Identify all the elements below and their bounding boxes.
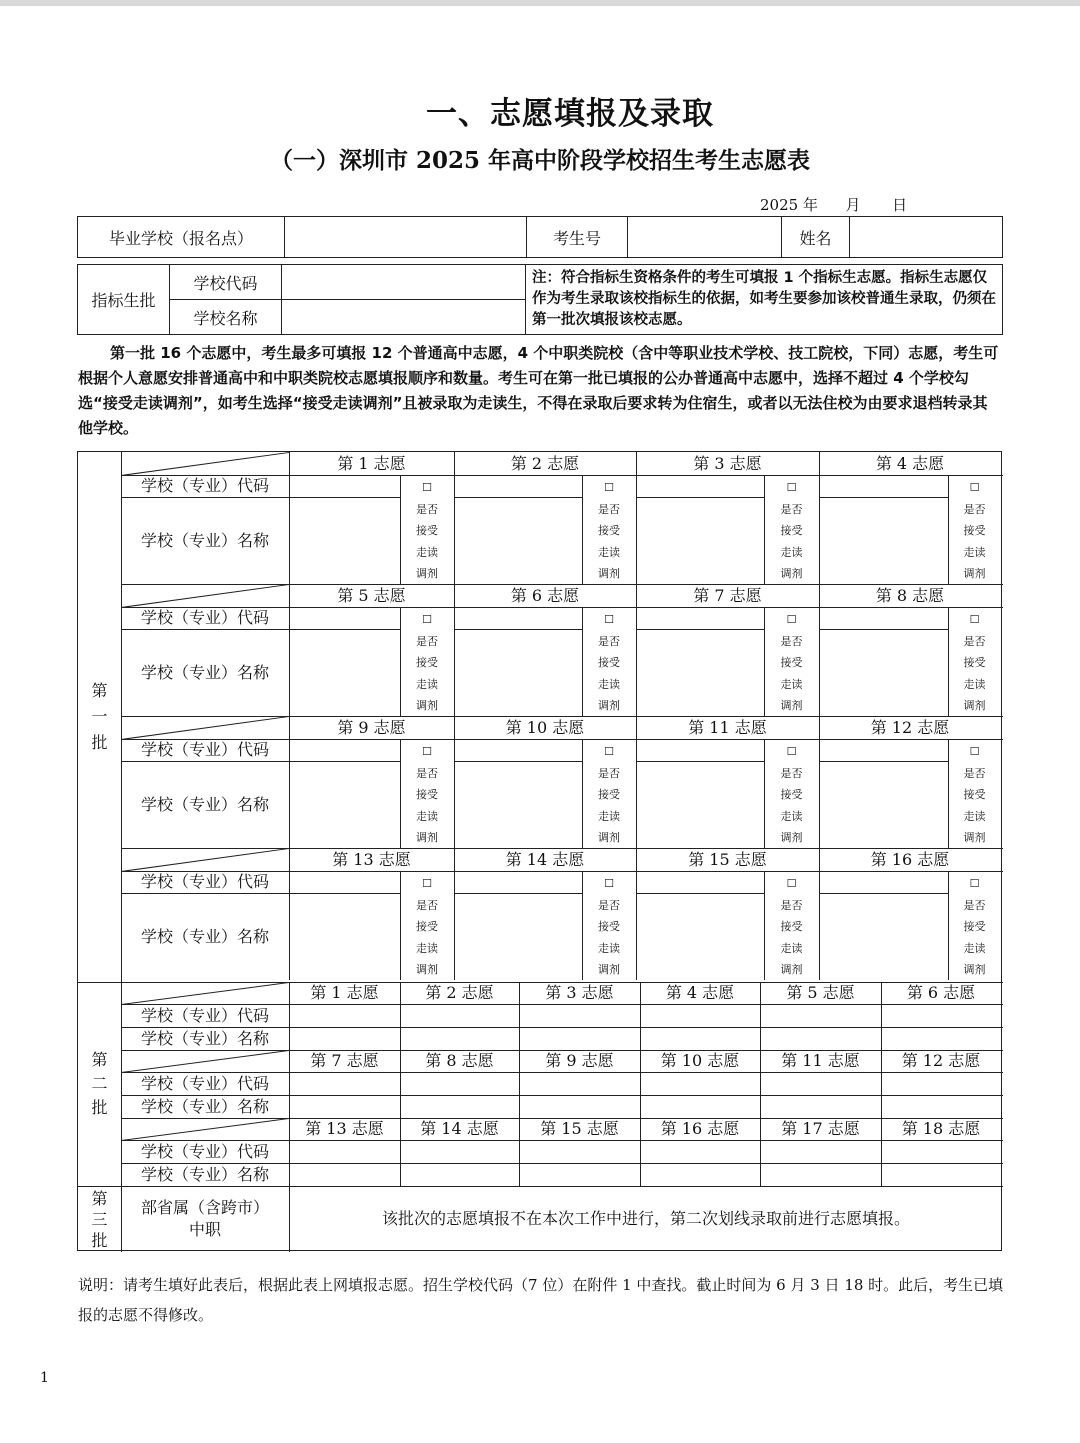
choice-header: 第 14 志愿 [420,1119,499,1138]
name-row-label: 学校（专业）名称 [140,663,269,682]
date-line [760,194,907,215]
choice-header: 第 2 志愿 [510,454,580,473]
code-input[interactable] [881,1140,1001,1163]
applicant-info-table [77,216,1003,258]
grid-line [948,739,949,848]
choice-header: 第 6 志愿 [510,586,580,605]
batch3-label-char: 批 [91,1230,108,1250]
code-input[interactable] [519,1140,640,1163]
code-row-label: 学校（专业）代码 [140,1074,269,1093]
name-row-label: 学校（专业）名称 [140,1165,269,1184]
name-input[interactable] [289,1095,400,1118]
checkbox-icon[interactable]: ☐ [786,481,797,494]
checkbox-label: 调剂 [416,963,438,976]
choice-header: 第 3 志愿 [693,454,762,473]
batch1-label-char: 第 [91,681,108,700]
checkbox-label: 接受 [598,920,620,933]
checkbox-label: 调剂 [598,963,620,976]
checkbox-label: 是否 [963,766,986,780]
choice-header: 第 4 志愿 [875,454,945,473]
checkbox-label: 接受 [963,788,986,801]
grid-line [289,761,400,762]
name-input[interactable] [881,1027,1001,1050]
grid-line [764,739,765,848]
checkbox-label: 调剂 [598,699,620,712]
checkbox-label: 走读 [963,941,986,955]
checkbox-icon[interactable]: ☐ [969,745,980,758]
checkbox-label: 走读 [780,545,803,559]
name-label: 姓名 [782,217,850,258]
batch1-label-char: 一 [91,707,108,726]
choice-header: 第 12 志愿 [901,1051,981,1070]
batch2-label-char: 第 [91,1050,108,1069]
school-input[interactable] [285,217,527,258]
choice-header: 第 13 志愿 [332,850,411,869]
checkbox-icon[interactable]: ☐ [422,481,432,494]
checkbox-icon[interactable]: ☐ [969,481,980,494]
name-input[interactable] [519,1095,640,1118]
grid-line [582,475,583,584]
date-day: 日 [892,196,908,214]
name-input[interactable] [881,1163,1001,1186]
accept-commute-checkbox[interactable] [407,741,447,849]
date-year: 2025 年 [760,196,818,214]
checkbox-label: 接受 [416,788,438,801]
code-input[interactable] [289,1140,400,1163]
quota-code-input[interactable] [282,265,526,300]
grid-line [948,871,949,980]
code-input[interactable] [640,1072,760,1095]
code-row-label: 学校（专业）代码 [140,608,269,627]
grid-line [454,629,582,630]
choice-header: 第 9 志愿 [337,718,406,737]
accept-commute-checkbox[interactable] [589,609,629,717]
code-input[interactable] [400,1072,519,1095]
grid-line [400,871,401,980]
checkbox-label: 是否 [416,898,438,912]
quota-name-input[interactable] [282,300,526,335]
choice-header: 第 2 志愿 [425,983,494,1002]
name-row-label: 学校（专业）名称 [140,531,269,550]
diagonal-line [121,584,289,608]
name-input[interactable] [400,1095,519,1118]
checkbox-label: 调剂 [963,963,986,976]
code-input[interactable] [519,1004,640,1027]
code-input[interactable] [400,1140,519,1163]
batch3-label [78,1186,121,1252]
checkbox-label: 调剂 [780,831,803,844]
batch3-category-line: 部省属（含跨市） [140,1198,269,1217]
form-subtitle: （一）深圳市 2025 年高中阶段学校招生考生志愿表 [269,147,811,174]
accept-commute-checkbox[interactable] [772,609,812,717]
name-input[interactable] [519,1163,640,1186]
checkbox-label: 走读 [780,941,803,955]
checkbox-label: 走读 [963,809,986,823]
batch3-label-char: 第 [91,1188,108,1208]
grid-line [636,761,764,762]
name-input[interactable] [289,1027,400,1050]
checkbox-label: 走读 [780,677,803,691]
code-input[interactable] [760,1140,881,1163]
school-label: 毕业学校（报名点） [78,217,285,258]
diagonal-line [121,982,289,1005]
checkbox-label: 调剂 [416,699,438,712]
checkbox-label: 接受 [780,656,803,669]
code-input[interactable] [881,1004,1001,1027]
batch1-label-char: 批 [91,733,108,752]
choice-header: 第 4 志愿 [665,983,735,1002]
grid-line [289,452,290,584]
grid-line [819,629,948,630]
checkbox-label: 调剂 [963,567,986,580]
name-input[interactable] [640,1163,760,1186]
grid-line [454,497,582,498]
choice-header: 第 16 志愿 [660,1119,740,1138]
checkbox-icon[interactable]: ☐ [604,613,614,626]
grid-line [819,893,948,894]
checkbox-icon[interactable]: ☐ [604,481,614,494]
choice-header: 第 17 志愿 [781,1119,860,1138]
name-row-label: 学校（专业）名称 [140,1097,269,1116]
choice-header: 第 16 志愿 [870,850,950,869]
checkbox-label: 走读 [598,545,620,559]
choice-header: 第 15 志愿 [688,850,767,869]
grid-line [819,497,948,498]
name-input[interactable] [289,1163,400,1186]
code-row-label: 学校（专业）代码 [140,872,269,891]
checkbox-label: 是否 [416,502,438,516]
choice-header: 第 7 志愿 [693,586,762,605]
checkbox-label: 是否 [963,502,986,516]
code-input[interactable] [289,1004,400,1027]
checkbox-label: 走读 [963,545,986,559]
quota-label: 指标生批 [78,265,170,335]
choice-header: 第 13 志愿 [305,1119,384,1138]
code-input[interactable] [760,1072,881,1095]
grid-line [454,893,582,894]
checkbox-label: 接受 [780,920,803,933]
choice-header: 第 9 志愿 [545,1051,614,1070]
batch2-label-char: 批 [91,1098,108,1117]
checkbox-label: 走读 [416,809,438,823]
checkbox-label: 接受 [963,920,986,933]
checkbox-icon[interactable]: ☐ [422,613,432,626]
grid-line [636,497,764,498]
checkbox-icon[interactable]: ☐ [786,745,797,758]
batch3-category-line: 中职 [188,1220,221,1239]
accept-commute-checkbox[interactable] [589,741,629,849]
grid-line [289,716,290,848]
name-input[interactable] [400,1163,519,1186]
accept-commute-checkbox[interactable] [955,741,995,849]
checkbox-icon[interactable]: ☐ [786,613,797,626]
date-month: 月 [845,196,861,214]
checkbox-label: 是否 [780,634,803,648]
name-input[interactable] [519,1027,640,1050]
name-row-label: 学校（专业）名称 [140,927,269,946]
checkbox-label: 调剂 [598,567,620,580]
quota-note: 注：符合指标生资格条件的考生可填报 1 个指标生志愿。指标生志愿仅作为考生录取该校指标生的依据，如考生要参加该校普通生录取，仍须在第一批次填报该校志愿。 [526,265,1003,335]
grid-line [764,475,765,584]
checkbox-label: 是否 [598,766,620,780]
name-input[interactable] [850,217,1003,258]
checkbox-icon[interactable]: ☐ [969,877,980,890]
code-row-label: 学校（专业）代码 [140,476,269,495]
checkbox-label: 调剂 [416,567,438,580]
grid-line [819,761,948,762]
checkbox-label: 走读 [780,809,803,823]
checkbox-label: 是否 [780,898,803,912]
choice-header: 第 12 志愿 [870,718,950,737]
checkbox-label: 接受 [416,656,438,669]
diagonal-line [121,848,289,872]
grid-line [400,475,401,584]
choice-header: 第 10 志愿 [660,1051,740,1070]
code-row-label: 学校（专业）代码 [140,1006,269,1025]
code-input[interactable] [640,1004,760,1027]
exam-no-input[interactable] [628,217,782,258]
checkbox-label: 走读 [598,677,620,691]
choice-header: 第 8 志愿 [425,1051,494,1070]
name-row-label: 学校（专业）名称 [140,795,269,814]
code-row-label: 学校（专业）代码 [140,740,269,759]
checkbox-label: 接受 [416,524,438,537]
code-input[interactable] [519,1072,640,1095]
batch2-label [78,982,121,1186]
checkbox-icon[interactable]: ☐ [604,745,614,758]
batch3-text: 该批次的志愿填报不在本次工作中进行，第二次划线录取前进行志愿填报。 [381,1209,910,1228]
quota-table [77,264,1003,335]
code-input[interactable] [400,1004,519,1027]
checkbox-label: 接受 [416,920,438,933]
choice-header: 第 1 志愿 [337,454,406,473]
grid-line [121,452,122,982]
grid-line [289,1050,290,1118]
grid-line [636,893,764,894]
choice-header: 第 3 志愿 [545,983,614,1002]
choice-header: 第 6 志愿 [906,983,976,1002]
name-input[interactable] [400,1027,519,1050]
accept-commute-checkbox[interactable] [955,873,995,981]
batch2-label-char: 二 [91,1074,108,1093]
checkbox-label: 接受 [780,524,803,537]
checkbox-label: 是否 [598,502,620,516]
choice-header: 第 10 志愿 [505,718,585,737]
grid-line [289,497,400,498]
diagonal-line [121,716,289,740]
accept-commute-checkbox[interactable] [772,477,812,585]
name-input[interactable] [640,1095,760,1118]
grid-line [289,848,290,980]
top-bar [0,0,1080,6]
accept-commute-checkbox[interactable] [589,873,629,981]
page-number: 1 [40,1370,49,1386]
name-input[interactable] [640,1027,760,1050]
name-input[interactable] [760,1027,881,1050]
choice-header: 第 7 志愿 [310,1051,379,1070]
diagonal-line [121,1050,289,1073]
diagonal-line [121,452,289,476]
checkbox-label: 走读 [416,677,438,691]
choice-header: 第 14 志愿 [505,850,585,869]
choice-header: 第 11 志愿 [781,1051,860,1070]
page-title: 一、志愿填报及录取 [426,96,714,132]
checkbox-icon[interactable]: ☐ [422,877,432,890]
checkbox-label: 接受 [780,788,803,801]
choices-table [77,451,1002,1251]
quota-name-label: 学校名称 [170,300,282,335]
grid-line [289,584,290,716]
grid-line [289,893,400,894]
checkbox-label: 是否 [963,634,986,648]
code-row-label: 学校（专业）代码 [140,1142,269,1161]
checkbox-label: 是否 [780,502,803,516]
checkbox-label: 是否 [598,634,620,648]
checkbox-label: 是否 [416,766,438,780]
accept-commute-checkbox[interactable] [955,477,995,585]
grid-line [289,982,290,1050]
checkbox-label: 走读 [416,545,438,559]
quota-code-label: 学校代码 [170,265,282,300]
footer-note: 说明：请考生填好此表后，根据此表上网填报志愿。招生学校代码（7 位）在附件 1 中查找。截止时间为 6 月 3 日 18 时。此后，考生已填报的志愿不得修改。 [78,1276,1004,1324]
choice-header: 第 18 志愿 [901,1119,981,1138]
checkbox-icon[interactable]: ☐ [786,877,797,890]
grid-line [636,629,764,630]
choice-header: 第 5 志愿 [337,586,406,605]
batch3-category [121,1186,289,1252]
grid-line [582,739,583,848]
checkbox-label: 调剂 [780,699,803,712]
checkbox-label: 接受 [598,788,620,801]
grid-line [400,739,401,848]
accept-commute-checkbox[interactable] [772,873,812,981]
checkbox-label: 调剂 [963,699,986,712]
checkbox-icon[interactable]: ☐ [422,745,432,758]
grid-line [289,629,400,630]
checkbox-label: 是否 [780,766,803,780]
accept-commute-checkbox[interactable] [589,477,629,585]
grid-line [454,761,582,762]
checkbox-label: 调剂 [780,963,803,976]
checkbox-label: 是否 [963,898,986,912]
diagonal-line [121,1118,289,1141]
checkbox-label: 接受 [598,656,620,669]
code-input[interactable] [760,1004,881,1027]
choice-header: 第 5 志愿 [786,983,855,1002]
checkbox-label: 走读 [598,941,620,955]
checkbox-label: 调剂 [963,831,986,844]
batch3-label-char: 三 [91,1209,108,1229]
accept-commute-checkbox[interactable] [407,609,447,717]
checkbox-label: 走读 [598,809,620,823]
code-input[interactable] [881,1072,1001,1095]
checkbox-label: 接受 [963,656,986,669]
grid-line [948,475,949,584]
grid-line [764,871,765,980]
checkbox-label: 是否 [598,898,620,912]
checkbox-label: 接受 [598,524,620,537]
checkbox-icon[interactable]: ☐ [969,613,980,626]
checkbox-label: 调剂 [416,831,438,844]
choice-header: 第 15 志愿 [540,1119,619,1138]
grid-line [289,1118,290,1186]
grid-line [400,607,401,716]
accept-commute-checkbox[interactable] [772,741,812,849]
intro-paragraph: 第一批 16 个志愿中，考生最多可填报 12 个普通高中志愿，4 个中职类院校（含中等职业技术学校、技工院校，下同）志愿，考生可根据个人意愿安排普通高中和中职类院校志愿填报顺序和数量。考生可在第一批已填报的公办普通高中志愿中，选择不超过 4 个学校勾选“接受走读调剂”，如考生选择“接受走读调剂”且被录取为走读生，不得在录取后要求转为住宿生，或者以无法住校为由要求退档转录其他学校。 [78,344,999,437]
accept-commute-checkbox[interactable] [407,873,447,981]
checkbox-label: 接受 [963,524,986,537]
batch1-label [78,452,121,982]
name-input[interactable] [881,1095,1001,1118]
accept-commute-checkbox[interactable] [407,477,447,585]
grid-line [582,871,583,980]
choice-header: 第 8 志愿 [875,586,945,605]
grid-line [948,607,949,716]
checkbox-label: 调剂 [598,831,620,844]
choice-header: 第 1 志愿 [310,983,379,1002]
checkbox-label: 走读 [416,941,438,955]
code-input[interactable] [640,1140,760,1163]
exam-no-label: 考生号 [527,217,628,258]
code-input[interactable] [289,1072,400,1095]
accept-commute-checkbox[interactable] [955,609,995,717]
checkbox-label: 走读 [963,677,986,691]
grid-line [582,607,583,716]
checkbox-label: 是否 [416,634,438,648]
name-input[interactable] [760,1095,881,1118]
grid-line [764,607,765,716]
name-row-label: 学校（专业）名称 [140,1029,269,1048]
grid-line [121,982,122,1186]
checkbox-label: 调剂 [780,567,803,580]
checkbox-icon[interactable]: ☐ [604,877,614,890]
name-input[interactable] [760,1163,881,1186]
choice-header: 第 11 志愿 [688,718,767,737]
